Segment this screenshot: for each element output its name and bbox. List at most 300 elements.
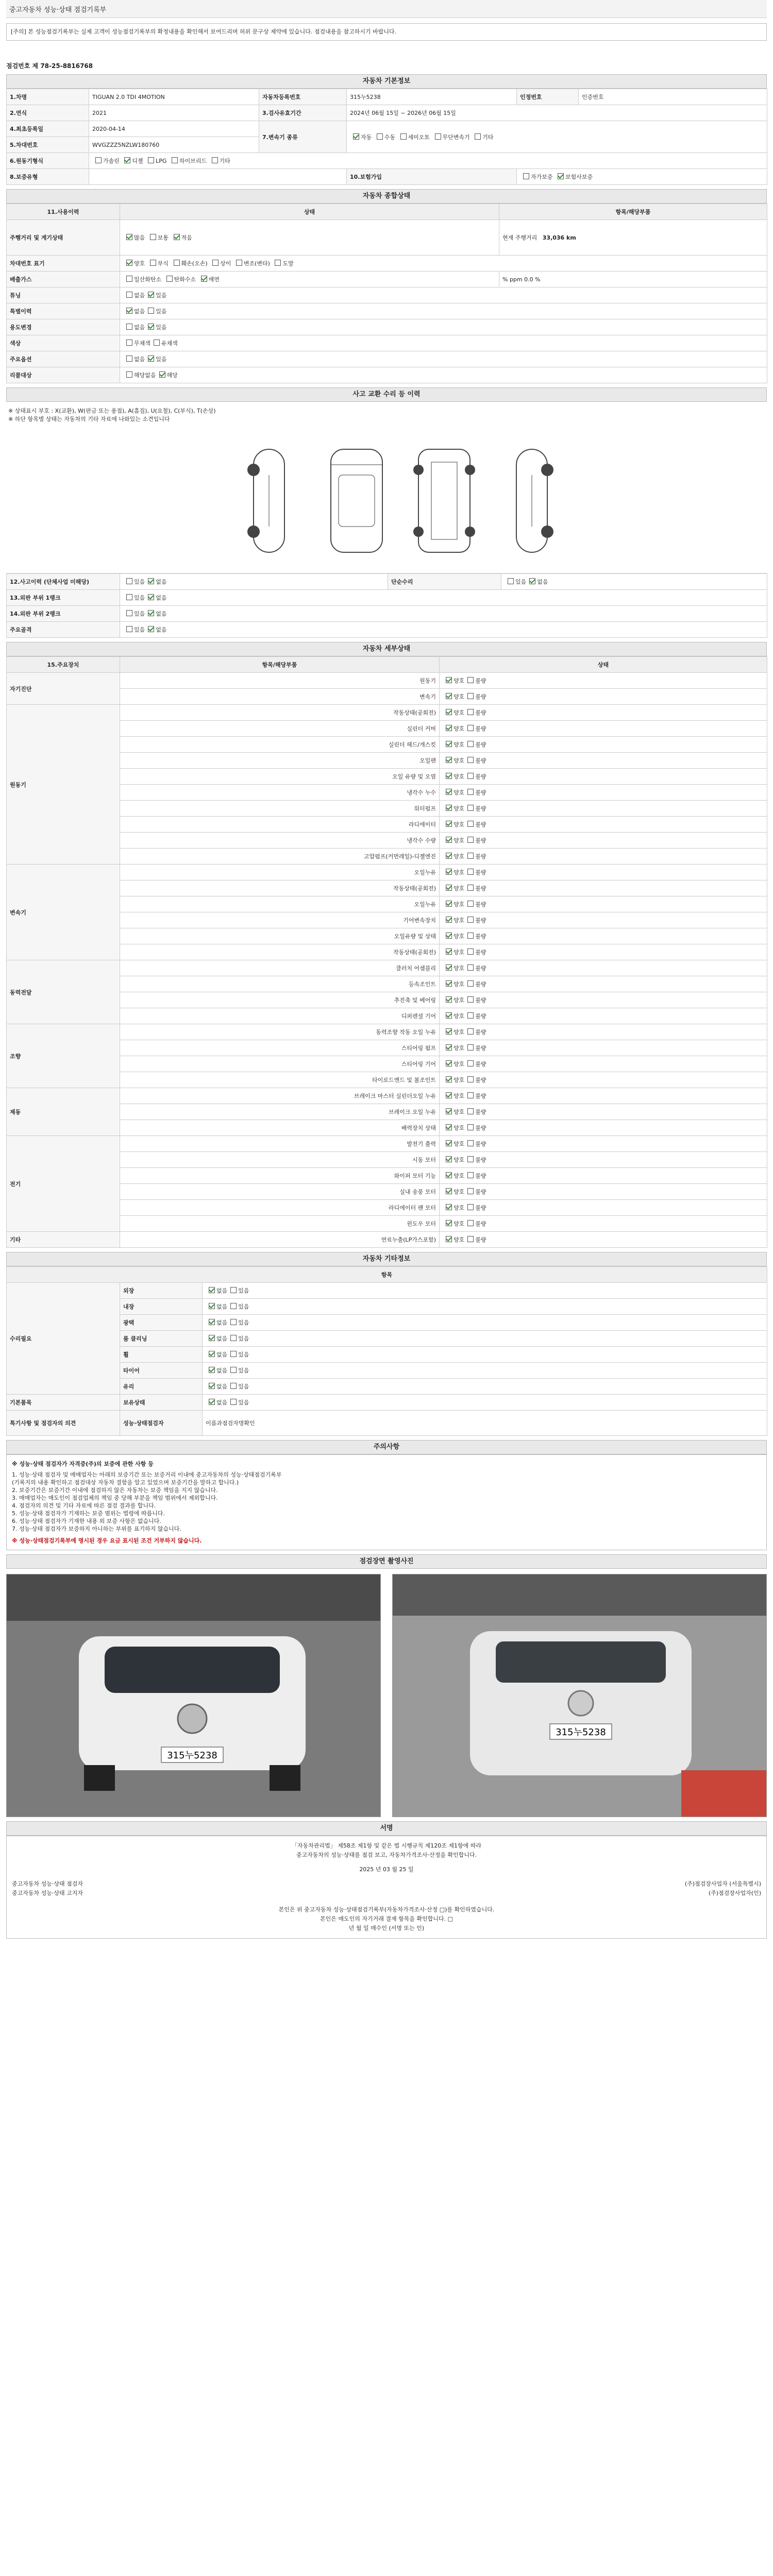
detail-row (7, 801, 767, 817)
checkbox[interactable] (467, 805, 474, 811)
checkbox[interactable] (126, 276, 132, 282)
checkbox[interactable] (467, 1076, 474, 1082)
checkbox-label: 양호 (453, 693, 465, 700)
checkbox[interactable] (467, 1108, 474, 1114)
other-state (203, 1395, 767, 1411)
checkbox-label: 양호 (453, 741, 465, 748)
checkbox[interactable] (212, 260, 219, 266)
checkbox[interactable] (209, 1367, 215, 1373)
checkbox[interactable] (446, 1028, 452, 1035)
checkbox[interactable] (467, 1236, 474, 1242)
model-year: 2021 (89, 105, 259, 121)
checkbox[interactable] (467, 964, 474, 971)
checkbox[interactable] (148, 324, 154, 330)
checkbox[interactable] (467, 677, 474, 683)
mileage-value: 33,036 km (542, 234, 576, 241)
checkbox[interactable] (475, 133, 481, 140)
vin: WVGZZZ5NZLW180760 (89, 137, 259, 153)
checkbox[interactable] (209, 1383, 215, 1389)
checkbox[interactable] (209, 1287, 215, 1293)
checkbox[interactable] (467, 693, 474, 699)
checkbox-label: 있음 (238, 1319, 249, 1326)
checkbox-label: 양호 (453, 773, 465, 780)
document-title-bar (6, 0, 767, 18)
checkbox[interactable] (148, 292, 154, 298)
checkbox[interactable] (446, 789, 452, 795)
detail-row (7, 1200, 767, 1216)
checkbox[interactable] (467, 1124, 474, 1130)
checkbox-label: 불량 (475, 725, 486, 732)
checkbox[interactable] (201, 276, 207, 282)
detail-group-label: 제동 (7, 1088, 120, 1136)
other-row (7, 1395, 767, 1411)
checkbox-label: 양호 (453, 917, 465, 924)
checkbox-label: 불량 (475, 1077, 486, 1083)
detail-item-label: 오일팬 (120, 753, 440, 769)
checkbox[interactable] (467, 853, 474, 859)
checkbox-label: 불량 (475, 1013, 486, 1020)
checkbox[interactable] (446, 1124, 452, 1130)
detail-item-label: 연료누출(LP가스포함) (120, 1232, 440, 1248)
detail-item-label: 오일 유량 및 오염 (120, 769, 440, 785)
other-item-label: 룸 클리닝 (120, 1331, 203, 1347)
bottom-spacer (6, 1939, 767, 2124)
checkbox[interactable] (446, 741, 452, 747)
note-line: 7. 성능·상태 점검자가 보증하지 아니하는 부위를 표기하지 않습니다. (12, 1526, 181, 1532)
checkbox[interactable] (529, 578, 535, 584)
detail-row (7, 1040, 767, 1056)
first-registration: 2020-04-14 (89, 121, 259, 137)
other-row (7, 1363, 767, 1379)
checkbox[interactable] (209, 1303, 215, 1309)
other-row (7, 1379, 767, 1395)
checkbox-label: 양호 (453, 1109, 465, 1115)
car-name: TIGUAN 2.0 TDI 4MOTION (89, 89, 259, 105)
note-line: 5. 성능·상태 점검자가 기재하는 보증 범위는 법령에 따릅니다. (12, 1510, 165, 1517)
checkbox[interactable] (166, 276, 173, 282)
detail-row (7, 769, 767, 785)
checkbox[interactable] (126, 340, 132, 346)
checkbox[interactable] (126, 260, 132, 266)
detail-item-label: 디퍼렌셜 기어 (120, 1008, 440, 1024)
document-title: 중고자동차 성능·상태 점검기록부 (9, 6, 107, 14)
checkbox[interactable] (467, 901, 474, 907)
checkbox[interactable] (230, 1335, 237, 1341)
checkbox[interactable] (467, 837, 474, 843)
checkbox[interactable] (446, 996, 452, 1003)
checkbox[interactable] (446, 853, 452, 859)
checkbox[interactable] (446, 677, 452, 683)
detail-row (7, 865, 767, 880)
detail-item-label: 오일유량 및 상태 (120, 928, 440, 944)
checkbox-label: 불량 (475, 693, 486, 700)
detail-state (440, 833, 767, 849)
checkbox[interactable] (446, 773, 452, 779)
checkbox-label: 불량 (475, 869, 486, 876)
other-item-label: 타이어 (120, 1363, 203, 1379)
checkbox[interactable] (126, 234, 132, 240)
checkbox[interactable] (446, 821, 452, 827)
checkbox[interactable] (400, 133, 407, 140)
detail-state (440, 1072, 767, 1088)
other-item-label: 보유상태 (120, 1395, 203, 1411)
cert-number: 점검번호 제 78-25-8816768 (6, 62, 93, 70)
checkbox[interactable] (446, 1076, 452, 1082)
checkbox[interactable] (209, 1351, 215, 1357)
detail-row (7, 1104, 767, 1120)
detail-item-label: 실린더 커버 (120, 721, 440, 737)
checkbox[interactable] (467, 773, 474, 779)
checkbox-label: 있음 (238, 1383, 249, 1390)
checkbox-label: 양호 (453, 821, 465, 828)
car-frame-icon (408, 444, 480, 557)
checkbox[interactable] (446, 964, 452, 971)
plate-text-1: 315누5238 (167, 1750, 217, 1761)
other-item-label: 휠 (120, 1347, 203, 1363)
checkbox[interactable] (236, 260, 242, 266)
inspection-photo-front (6, 1574, 381, 1817)
checkbox-label: 불량 (475, 741, 486, 748)
checkbox-label: 불량 (475, 1045, 486, 1052)
section-basic-info-title: 자동차 기본정보 (6, 74, 767, 89)
checkbox[interactable] (230, 1367, 237, 1373)
checkbox[interactable] (467, 996, 474, 1003)
detail-row (7, 817, 767, 833)
checkbox-label: 불량 (475, 885, 486, 892)
checkbox[interactable] (377, 133, 383, 140)
car-left-side-icon (233, 444, 305, 557)
detail-item-label: 냉각수 수량 (120, 833, 440, 849)
note-line: 2. 보증기간은 보증기간 이내에 점검하지 않은 자동차는 보증 책임을 지지 않습니다. (12, 1487, 218, 1494)
checkbox[interactable] (230, 1319, 237, 1325)
checkbox-label: 없음 (216, 1351, 228, 1358)
photos (6, 1574, 767, 1817)
checkbox[interactable] (148, 355, 154, 362)
checkbox[interactable] (467, 725, 474, 731)
checkbox[interactable] (446, 869, 452, 875)
detail-item-label: 와이퍼 모터 기능 (120, 1168, 440, 1184)
detail-row (7, 785, 767, 801)
checkbox[interactable] (467, 948, 474, 955)
detail-state (440, 912, 767, 928)
checkbox[interactable] (446, 725, 452, 731)
detail-state (440, 1232, 767, 1248)
checkbox[interactable] (467, 1092, 474, 1098)
detail-item-label: 라디에이터 팬 모터 (120, 1200, 440, 1216)
checkbox[interactable] (446, 948, 452, 955)
checkbox-label: 양호 (453, 1029, 465, 1036)
checkbox[interactable] (148, 626, 154, 632)
section-accident-title: 사고 교환 수리 등 이력 (6, 387, 767, 402)
checkbox-label: 양호 (453, 869, 465, 876)
detail-state (440, 1040, 767, 1056)
checkbox-label: 불량 (475, 917, 486, 924)
checkbox[interactable] (446, 1012, 452, 1019)
checkbox-label: 양호 (453, 1093, 465, 1099)
checkbox-label: 양호 (453, 933, 465, 940)
detail-state (440, 785, 767, 801)
checkbox[interactable] (275, 260, 281, 266)
detail-row (7, 1232, 767, 1248)
checkbox[interactable] (126, 626, 132, 632)
checkbox-label: 양호 (453, 965, 465, 972)
detail-state (440, 1104, 767, 1120)
detail-row (7, 849, 767, 865)
checkbox[interactable] (467, 980, 474, 987)
checkbox[interactable] (212, 157, 218, 163)
detail-row (7, 976, 767, 992)
checkbox[interactable] (446, 1188, 452, 1194)
checkbox-label: 없음 (216, 1383, 228, 1390)
checkbox[interactable] (446, 709, 452, 715)
checkbox[interactable] (446, 757, 452, 763)
detail-row (7, 1072, 767, 1088)
checkbox[interactable] (558, 173, 564, 179)
checkbox-label: 양호 (453, 725, 465, 732)
checkbox[interactable] (467, 757, 474, 763)
detail-row (7, 673, 767, 689)
detail-group-label: 전기 (7, 1136, 120, 1232)
checkbox[interactable] (435, 133, 441, 140)
detail-row (7, 944, 767, 960)
checkbox[interactable] (446, 901, 452, 907)
detail-row (7, 912, 767, 928)
detail-item-label: 브레이크 오일 누유 (120, 1104, 440, 1120)
checkbox[interactable] (174, 260, 180, 266)
other-state (203, 1331, 767, 1347)
checkbox-label: 불량 (475, 1157, 486, 1163)
checkbox[interactable] (148, 157, 154, 163)
checkbox[interactable] (126, 594, 132, 600)
notes-box: ※ 성능·상태 점검자가 자격증(주)의 보증에 관한 사항 등 1. 성능·상태 점검자 및 매매업자는 아래의 보증기간 또는 보증거리 이내에 중고자동차의 성능·상태점검기록부 (기록지의 내용 확인하고 점검대상 자동차 결함을 알고 있었으며 보증기간을 말하고 합니다.) 2. 보증기간은 보증기간 이내에 점검하지 않은 자동차는 보증 책임을 지지 않습니다. 3. 매매업자는 매도인이 점검업체의 책임 중 당해 부분을 책임 범위에서 제외합니다. 4. 점검자의 의견 및 기타 자료에 따른 점검 결과를 합니다. 5. 성능·상태 점검자가 기재하는 보증 범위는 법령에 따릅니다. 6. 성능·상태 점검자가 기재한 내용 외 보증 사항은 없습니다. 7. 성능·상태 점검자가 보증하지 아니하는 부위를 표기하지 않습니다. ※ 성능·상태점검기록부에 명시된 경우 요금 표시된 조건 거부하지 않습니다. (6, 1454, 767, 1550)
detail-row (7, 960, 767, 976)
other-item-label: 광택 (120, 1315, 203, 1331)
checkbox[interactable] (230, 1303, 237, 1309)
other-item-label: 유리 (120, 1379, 203, 1395)
checkbox[interactable] (174, 234, 180, 240)
car-front-photo (7, 1574, 380, 1817)
detail-state (440, 689, 767, 705)
other-state (203, 1347, 767, 1363)
checkbox[interactable] (446, 933, 452, 939)
checkbox[interactable] (446, 917, 452, 923)
detail-row (7, 928, 767, 944)
checkbox[interactable] (150, 234, 156, 240)
detail-item-label: 냉각수 누수 (120, 785, 440, 801)
checkbox[interactable] (446, 1092, 452, 1098)
checkbox[interactable] (148, 610, 154, 616)
checkbox-label: 불량 (475, 1221, 486, 1227)
checkbox[interactable] (446, 693, 452, 699)
checkbox[interactable] (126, 371, 132, 378)
checkbox-label: 없음 (216, 1287, 228, 1294)
checkbox[interactable] (172, 157, 178, 163)
checkbox[interactable] (446, 1236, 452, 1242)
detail-item-label: 타이로드엔드 및 볼조인트 (120, 1072, 440, 1088)
checkbox-label: 불량 (475, 1141, 486, 1147)
detail-state (440, 1120, 767, 1136)
section-photo-title: 점검장면 촬영사진 (6, 1554, 767, 1569)
notice-box (6, 23, 767, 41)
plate-text-2: 315누5238 (556, 1727, 606, 1738)
other-table: 항목 수리필요 외장 없음 있음 내장 없음 있음 광택 없음 있음 룸 클리닝 없음 있음 휠 없음 있음 타이어 없음 있음 유리 없음 있음 기본품목 보유상태 없음 있음 특기사항 및 점검자의 의견 성능·상태점검자 이름과점검자명확인 (6, 1266, 767, 1436)
fuel-options: 가솔린 디젤 LPG 하이브리드 기타 (89, 153, 767, 169)
checkbox[interactable] (467, 1220, 474, 1226)
checkbox[interactable] (126, 610, 132, 616)
checkbox[interactable] (148, 308, 154, 314)
checkbox-label: 양호 (453, 709, 465, 716)
checkbox[interactable] (467, 917, 474, 923)
detail-state (440, 705, 767, 721)
checkbox-label: 불량 (475, 981, 486, 988)
checkbox-label: 불량 (475, 1236, 486, 1243)
checkbox[interactable] (209, 1335, 215, 1341)
sign-box: 「자동차관리법」 제58조 제1항 및 같은 법 시행규칙 제120조 제1항에 따라 중고자동차의 성능·상태를 점검 보고, 자동차가격조사·산정을 확인합니다. 2025 년 03 월 25 일 중고자동차 성능·상태 점검자 (주)점검장사업자 (서울특별시) 중고자동차 성능·상태 고지자 (주)점검장사업자(인) 본인은 위 중고자동차 성능·상태점검기록부(자동차가격조사·산정 □)를 확인하였습니다. 본인은 매도인의 자기거래 결재 항목을 확인합니다. □ 년 월 일 매수인 (서명 또는 인) (6, 1836, 767, 1939)
checkbox[interactable] (126, 308, 132, 314)
detail-row (7, 1056, 767, 1072)
checkbox-label: 양호 (453, 1221, 465, 1227)
section-summary-title: 자동차 종합상태 (6, 189, 767, 204)
checkbox-label: 양호 (453, 837, 465, 844)
detail-group-label: 변속기 (7, 865, 120, 960)
checkbox[interactable] (148, 578, 154, 584)
checkbox[interactable] (148, 594, 154, 600)
detail-state (440, 928, 767, 944)
detail-item-label: 실린더 헤드/개스킷 (120, 737, 440, 753)
checkbox[interactable] (467, 1028, 474, 1035)
checkbox[interactable] (467, 1204, 474, 1210)
checkbox[interactable] (467, 869, 474, 875)
checkbox-label: 양호 (453, 757, 465, 764)
checkbox-label: 양호 (453, 1189, 465, 1195)
checkbox-label: 불량 (475, 789, 486, 796)
checkbox[interactable] (209, 1399, 215, 1405)
detail-state (440, 1088, 767, 1104)
detail-item-label: 라디에이터 (120, 817, 440, 833)
plate-number: 315누5238 (347, 89, 517, 105)
detail-state (440, 1184, 767, 1200)
detail-group-label: 자기진단 (7, 673, 120, 705)
checkbox[interactable] (523, 173, 529, 179)
detail-state (440, 1200, 767, 1216)
detail-item-label: 배력장치 상태 (120, 1120, 440, 1136)
checkbox[interactable] (95, 157, 102, 163)
checkbox[interactable] (126, 292, 132, 298)
detail-row (7, 1216, 767, 1232)
checkbox[interactable] (446, 885, 452, 891)
checkbox[interactable] (446, 1044, 452, 1050)
checkbox[interactable] (446, 837, 452, 843)
checkbox[interactable] (467, 821, 474, 827)
checkbox[interactable] (467, 1140, 474, 1146)
detail-state (440, 1152, 767, 1168)
checkbox[interactable] (467, 1172, 474, 1178)
detail-group-label: 기타 (7, 1232, 120, 1248)
checkbox[interactable] (230, 1399, 237, 1405)
checkbox[interactable] (209, 1319, 215, 1325)
checkbox[interactable] (230, 1287, 237, 1293)
detail-state (440, 737, 767, 753)
detail-row (7, 992, 767, 1008)
detail-row (7, 1024, 767, 1040)
checkbox-label: 양호 (453, 1061, 465, 1067)
checkbox[interactable] (467, 933, 474, 939)
checkbox[interactable] (446, 1140, 452, 1146)
checkbox[interactable] (446, 980, 452, 987)
checkbox[interactable] (150, 260, 156, 266)
checkbox[interactable] (446, 1204, 452, 1210)
detail-state (440, 849, 767, 865)
detail-item-label: 기어변속장치 (120, 912, 440, 928)
detail-item-label: 등속조인트 (120, 976, 440, 992)
detail-state (440, 976, 767, 992)
checkbox-label: 양호 (453, 1141, 465, 1147)
checkbox[interactable] (467, 1188, 474, 1194)
checkbox[interactable] (446, 1172, 452, 1178)
checkbox[interactable] (446, 1220, 452, 1226)
other-state (203, 1283, 767, 1299)
checkbox-label: 불량 (475, 933, 486, 940)
checkbox[interactable] (230, 1351, 237, 1357)
checkbox[interactable] (126, 324, 132, 330)
checkbox[interactable] (124, 157, 130, 163)
checkbox[interactable] (446, 1060, 452, 1066)
detail-group-label: 원동기 (7, 705, 120, 865)
checkbox-label: 양호 (453, 1236, 465, 1243)
car-top-icon (321, 444, 393, 557)
checkbox[interactable] (467, 1060, 474, 1066)
checkbox-label: 불량 (475, 965, 486, 972)
transmission-options: 자동 수동 세미오토 무단변속기 기타 (347, 121, 767, 153)
checkbox[interactable] (508, 578, 514, 584)
checkbox[interactable] (154, 340, 160, 346)
detail-state (440, 721, 767, 737)
detail-state (440, 865, 767, 880)
detail-state (440, 1216, 767, 1232)
section-other-title: 자동차 기타정보 (6, 1252, 767, 1266)
detail-item-label: 동력조향 작동 오일 누유 (120, 1024, 440, 1040)
detail-item-label: 작동상태(공회전) (120, 880, 440, 896)
checkbox[interactable] (467, 1156, 474, 1162)
checkbox[interactable] (446, 1108, 452, 1114)
detail-item-label: 고압펌프(커먼레일)-디젤엔진 (120, 849, 440, 865)
checkbox-label: 양호 (453, 677, 465, 684)
detail-item-label: 원동기 (120, 673, 440, 689)
detail-item-label: 추진축 및 베어링 (120, 992, 440, 1008)
checkbox[interactable] (126, 578, 132, 584)
checkbox[interactable] (467, 741, 474, 747)
checkbox[interactable] (467, 709, 474, 715)
checkbox[interactable] (446, 1156, 452, 1162)
checkbox[interactable] (467, 1012, 474, 1019)
detail-state (440, 769, 767, 785)
checkbox-label: 있음 (238, 1351, 249, 1358)
other-state (203, 1379, 767, 1395)
checkbox[interactable] (467, 1044, 474, 1050)
checkbox-label: 없음 (216, 1399, 228, 1406)
checkbox[interactable] (126, 355, 132, 362)
car-rear-photo (393, 1574, 766, 1817)
checkbox[interactable] (230, 1383, 237, 1389)
checkbox[interactable] (467, 885, 474, 891)
checkbox[interactable] (467, 789, 474, 795)
other-state (203, 1299, 767, 1315)
checkbox-label: 양호 (453, 1157, 465, 1163)
checkbox[interactable] (159, 371, 165, 378)
checkbox[interactable] (446, 805, 452, 811)
checkbox-label: 불량 (475, 1189, 486, 1195)
checkbox[interactable] (353, 133, 359, 140)
